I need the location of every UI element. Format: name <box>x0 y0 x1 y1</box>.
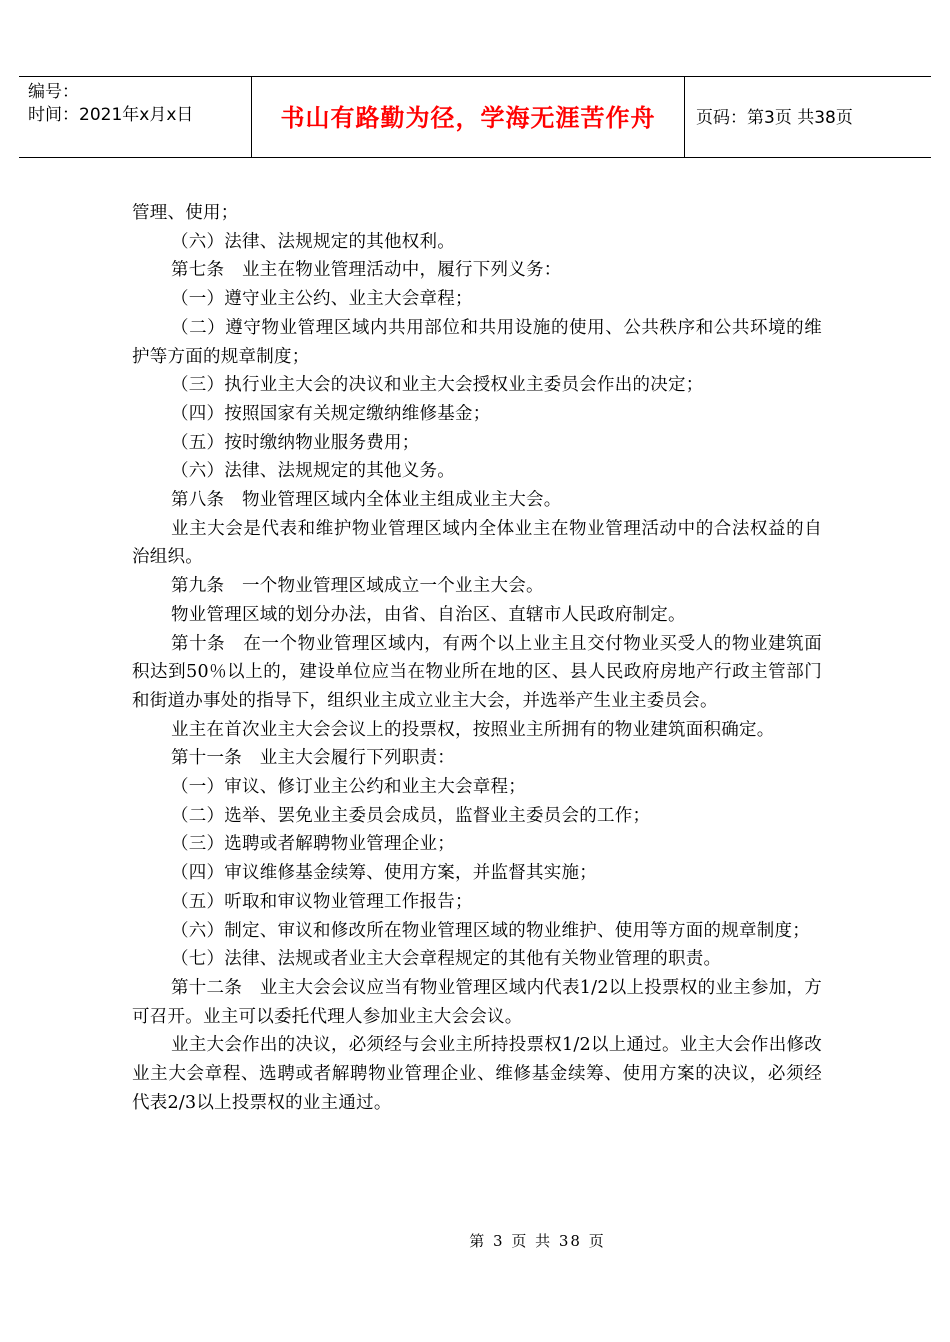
paragraph: （四）按照国家有关规定缴纳维修基金； <box>171 403 491 424</box>
paragraph: （六）法律、法规规定的其他义务。 <box>171 461 455 482</box>
paragraph: 第十条 在一个物业管理区域内，有两个以上业主且交付物业买受人的物业建筑面积达到50％以上的，建设单位应当在物业所在地的区、县人民政府房地产行政主管部门和街道办事处的指导下，组织业主成立业主大会，并选举产生业主委员会。 <box>132 633 822 711</box>
motto-text: 书山有路勤为径，学海无涯苦作舟 <box>280 104 656 132</box>
paragraph: 第十一条 业主大会履行下列职责： <box>171 748 455 769</box>
paragraph: （二）选举、罢免业主委员会成员，监督业主委员会的工作； <box>171 805 651 826</box>
paragraph: 管理、使用； <box>132 203 239 223</box>
paragraph: 第九条 一个物业管理区域成立一个业主大会。 <box>171 576 544 597</box>
header-page-info: 页码：第3页 共38页 <box>696 108 853 128</box>
paragraph: （三）执行业主大会的决议和业主大会授权业主委员会作出的决定； <box>171 375 704 396</box>
paragraph: （五）听取和审议物业管理工作报告； <box>171 891 473 912</box>
document-body <box>132 199 822 1118</box>
paragraph: （四）审议维修基金续筹、使用方案，并监督其实施； <box>171 863 597 884</box>
paragraph: （六）制定、审议和修改所在物业管理区域的物业维护、使用等方面的规章制度； <box>171 920 810 941</box>
paragraph: （三）选聘或者解聘物业管理企业； <box>171 834 455 855</box>
paragraph: （一）遵守业主公约、业主大会章程； <box>171 289 473 310</box>
paragraph: （六）法律、法规规定的其他权利。 <box>171 231 455 252</box>
header-meta-cell <box>19 77 251 157</box>
paragraph: （一）审议、修订业主公约和业主大会章程； <box>171 777 526 798</box>
paragraph: 第八条 物业管理区域内全体业主组成业主大会。 <box>171 490 562 511</box>
page-footer <box>0 1231 950 1251</box>
paragraph: 业主大会作出的决议，必须经与会业主所持投票权1/2以上通过。业主大会作出修改业主大会章程、选聘或者解聘物业管理企业、维修基金续筹、使用方案的决议，必须经代表2/3以上投票权的业主通过。 <box>132 1035 822 1113</box>
paragraph: 业主在首次业主大会会议上的投票权，按照业主所拥有的物业建筑面积确定。 <box>171 719 775 740</box>
paragraph: 物业管理区域的划分办法，由省、自治区、直辖市人民政府制定。 <box>171 604 686 625</box>
header-motto-cell <box>251 77 685 157</box>
paragraph: （五）按时缴纳物业服务费用； <box>171 432 420 453</box>
header-page-cell <box>684 77 931 157</box>
paragraph: 业主大会是代表和维护物业管理区域内全体业主在物业管理活动中的合法权益的自治组织。 <box>132 518 822 568</box>
paragraph: （七）法律、法规或者业主大会章程规定的其他有关物业管理的职责。 <box>171 949 722 970</box>
paragraph: 第十二条 业主大会会议应当有物业管理区域内代表1/2以上投票权的业主参加，方可召开。业主可以委托代理人参加业主大会会议。 <box>132 977 822 1027</box>
page-header <box>19 76 931 158</box>
time-label: 时间：2021年x月x日 <box>28 105 194 125</box>
paragraph: 第七条 业主在物业管理活动中，履行下列义务： <box>171 260 562 281</box>
footer-page-number: 第 3 页 共 38 页 <box>469 1232 606 1250</box>
serial-label: 编号： <box>28 82 79 102</box>
paragraph: （二）遵守物业管理区域内共用部位和共用设施的使用、公共秩序和公共环境的维护等方面的规章制度； <box>132 317 822 367</box>
